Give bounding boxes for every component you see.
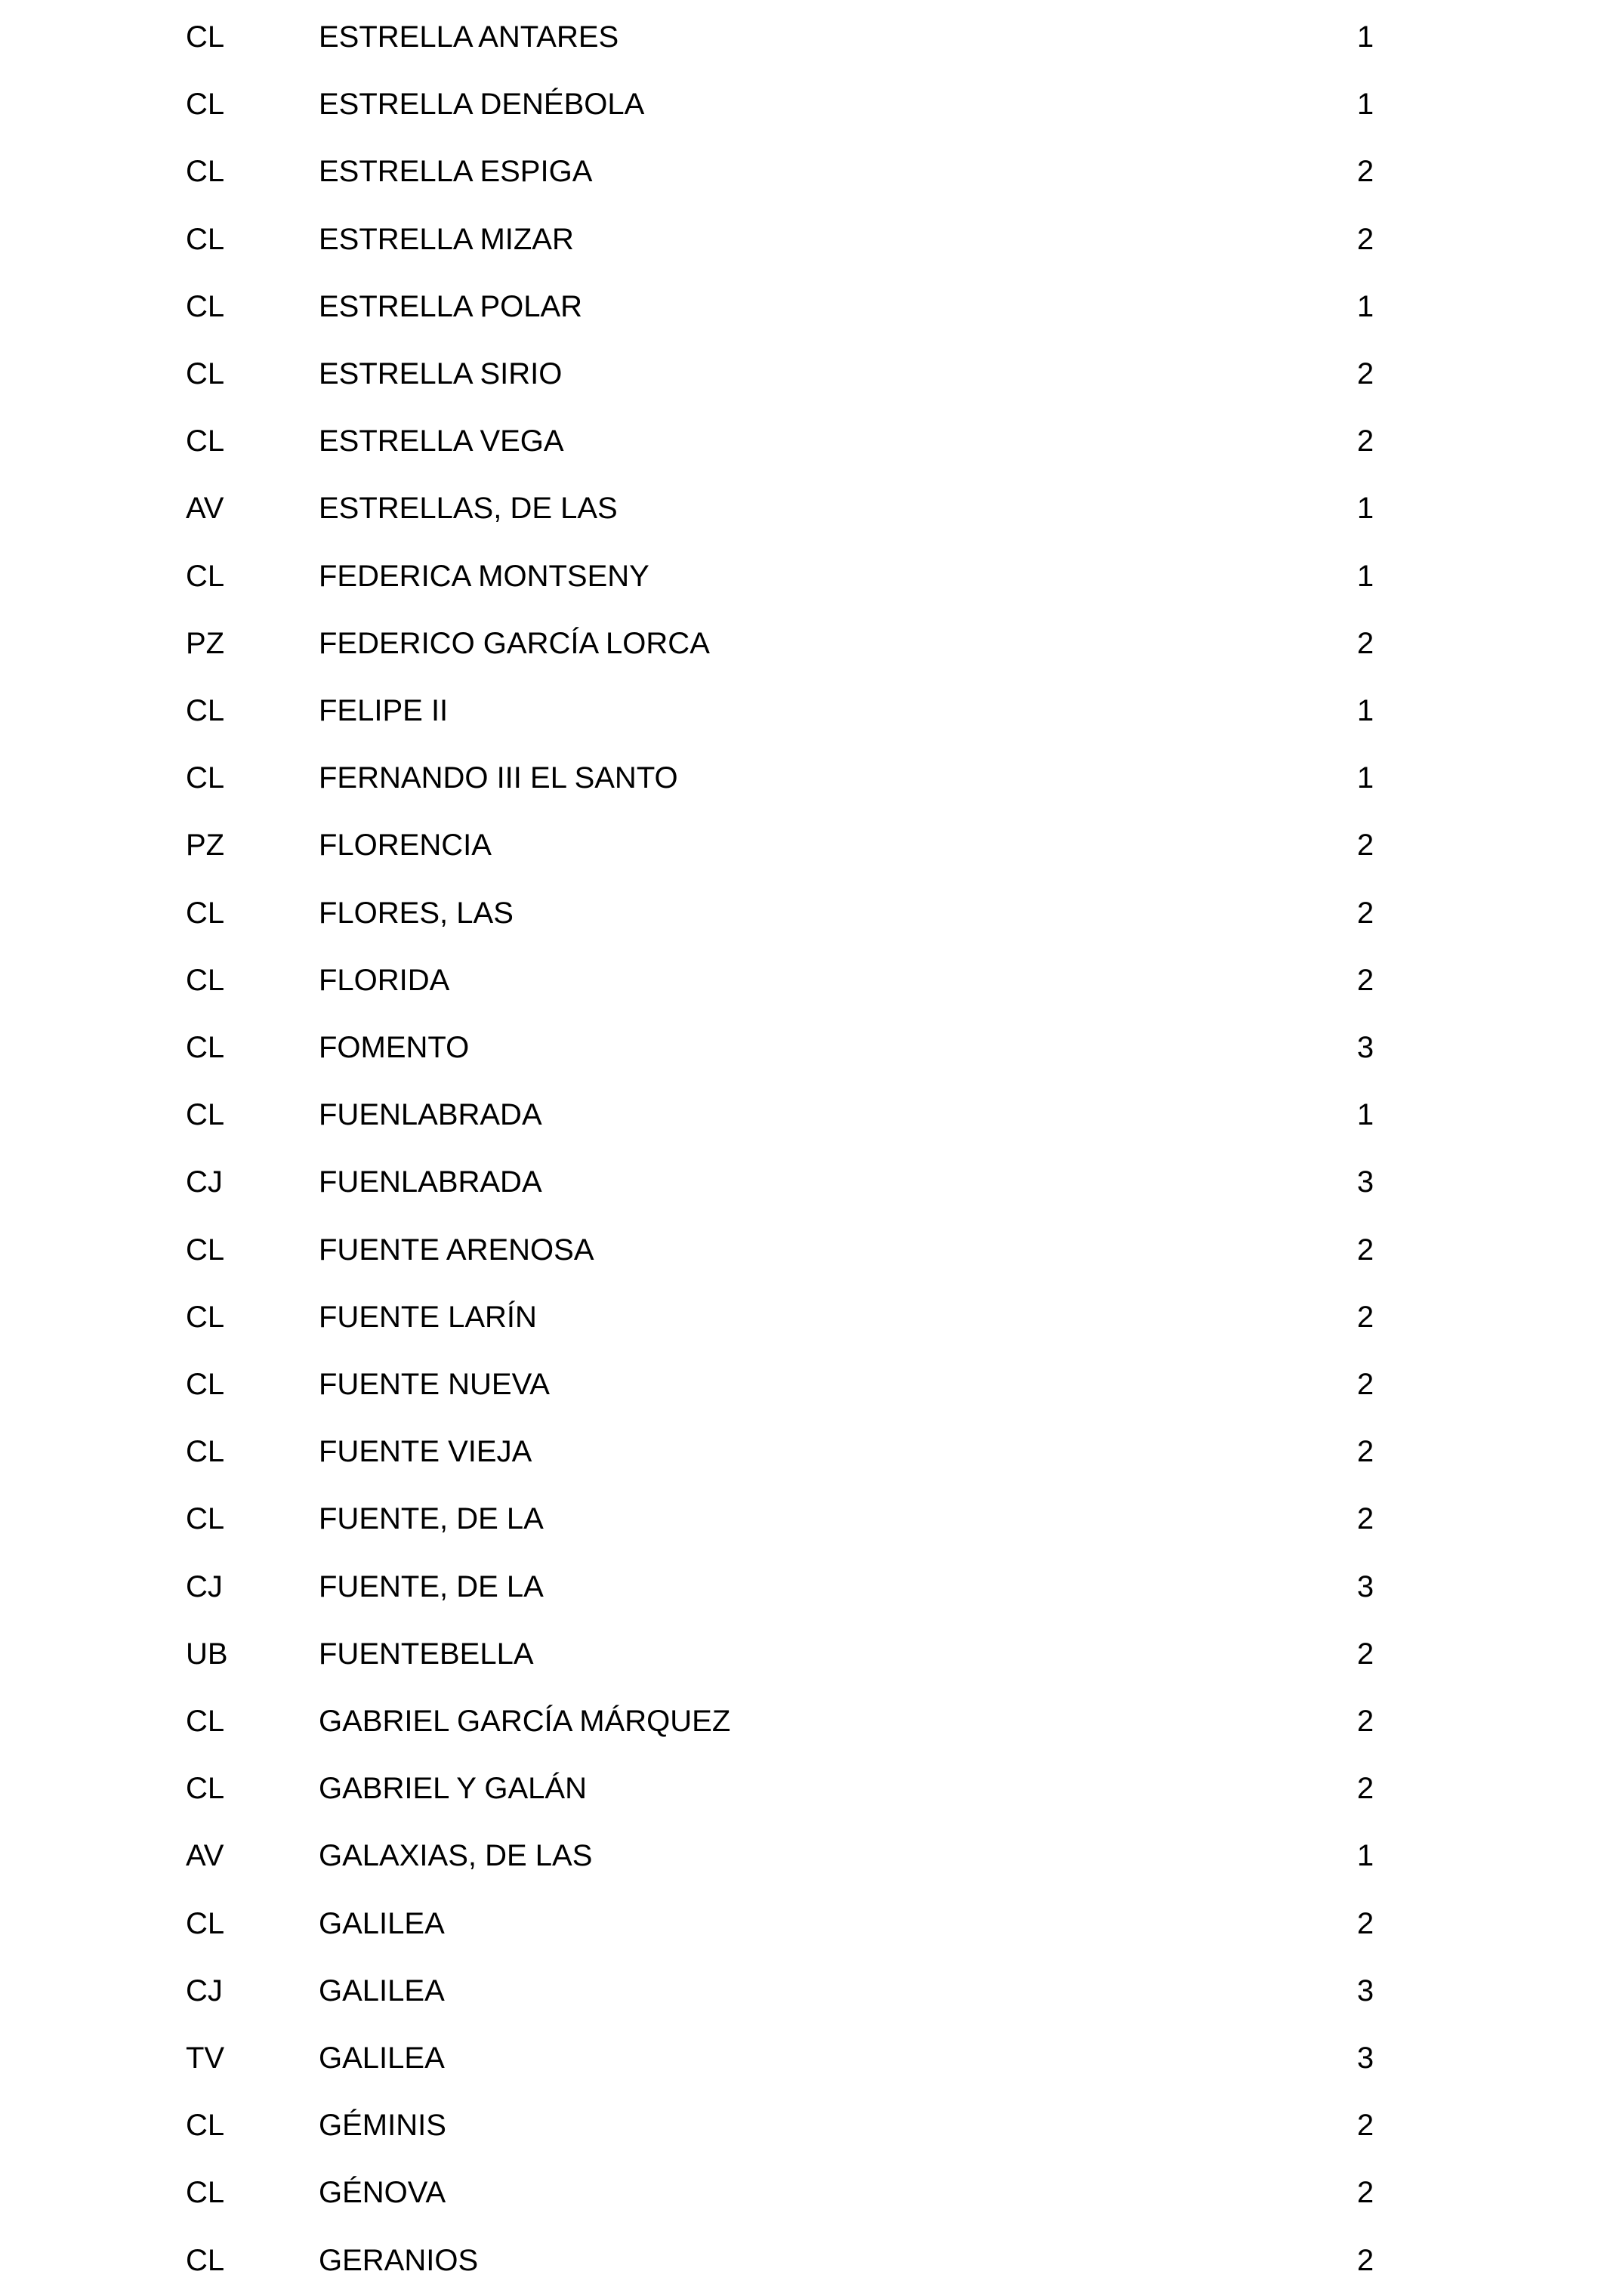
street-type: CL [186, 694, 225, 727]
street-name: ESTRELLA ANTARES [319, 20, 619, 54]
street-value: 2 [1356, 1435, 1374, 1469]
street-type: CL [186, 1368, 225, 1401]
street-type: CL [186, 424, 225, 458]
street-name: GÉMINIS [319, 2109, 446, 2143]
street-value: 3 [1356, 1569, 1374, 1603]
street-value: 1 [1356, 492, 1374, 526]
list-item [0, 688, 1598, 733]
street-value: 2 [1356, 2243, 1374, 2277]
street-name: FUENLABRADA [319, 1165, 542, 1199]
list-item [0, 755, 1598, 801]
street-type: CL [186, 1502, 225, 1536]
street-value: 2 [1356, 424, 1374, 458]
street-type: TV [186, 2041, 225, 2075]
list-item [0, 284, 1598, 329]
street-type: CL [186, 20, 225, 54]
street-value: 2 [1356, 1233, 1374, 1267]
street-value: 2 [1356, 896, 1374, 930]
street-name: GALILEA [319, 1974, 445, 2007]
list-item [0, 14, 1598, 60]
street-name: FLORENCIA [319, 829, 492, 863]
street-type: PZ [186, 626, 225, 660]
street-type: CL [186, 2176, 225, 2210]
street-value: 2 [1356, 1772, 1374, 1806]
street-name: ESTRELLA SIRIO [319, 357, 563, 390]
street-name: FUENTEBELLA [319, 1637, 534, 1671]
list-item [0, 958, 1598, 1003]
list-item [0, 486, 1598, 531]
street-type: CL [186, 559, 225, 593]
street-type: UB [186, 1637, 228, 1671]
street-name: GERANIOS [319, 2243, 479, 2277]
street-name: FUENTE NUEVA [319, 1368, 550, 1401]
street-name: FUENTE, DE LA [319, 1569, 544, 1603]
street-type: AV [186, 1839, 224, 1873]
street-name: FEDERICA MONTSENY [319, 559, 649, 593]
street-name: FOMENTO [319, 1031, 470, 1064]
street-type: CL [186, 1031, 225, 1064]
list-item [0, 418, 1598, 464]
street-value: 2 [1356, 222, 1374, 256]
street-type: CL [186, 2243, 225, 2277]
street-type: CL [186, 1098, 225, 1132]
street-name: GÉNOVA [319, 2176, 446, 2210]
street-name: GABRIEL Y GALÁN [319, 1772, 587, 1806]
list-item [0, 1699, 1598, 1744]
street-name: FLORES, LAS [319, 896, 514, 930]
street-type: CL [186, 289, 225, 323]
street-name: GALAXIAS, DE LAS [319, 1839, 593, 1873]
street-name: ESTRELLA ESPIGA [319, 155, 593, 189]
street-value: 2 [1356, 155, 1374, 189]
street-name: ESTRELLA MIZAR [319, 222, 574, 256]
street-type: CL [186, 896, 225, 930]
street-name: ESTRELLAS, DE LAS [319, 492, 618, 526]
list-item [0, 2170, 1598, 2215]
street-name: GABRIEL GARCÍA MÁRQUEZ [319, 1705, 731, 1738]
street-type: CL [186, 2109, 225, 2143]
list-item [0, 1429, 1598, 1474]
street-type: CL [186, 1300, 225, 1334]
street-value: 3 [1356, 1031, 1374, 1064]
street-type: CJ [186, 1165, 223, 1199]
street-type: CL [186, 1435, 225, 1469]
street-type: CJ [186, 1974, 223, 2007]
list-item [0, 1227, 1598, 1273]
street-type: CL [186, 88, 225, 122]
list-item [0, 217, 1598, 262]
list-item [0, 1968, 1598, 2014]
list-item [0, 1159, 1598, 1205]
list-item [0, 149, 1598, 194]
street-name: FUENTE, DE LA [319, 1502, 544, 1536]
list-item [0, 1564, 1598, 1609]
list-item [0, 1496, 1598, 1541]
street-type: CL [186, 1906, 225, 1940]
list-item [0, 2035, 1598, 2081]
street-name: FUENTE ARENOSA [319, 1233, 594, 1267]
street-name: ESTRELLA VEGA [319, 424, 564, 458]
list-item [0, 1025, 1598, 1070]
list-item [0, 1833, 1598, 1878]
street-name: FEDERICO GARCÍA LORCA [319, 626, 710, 660]
street-value: 2 [1356, 1705, 1374, 1738]
street-type: CL [186, 1772, 225, 1806]
street-value: 1 [1356, 20, 1374, 54]
list-item [0, 1901, 1598, 1946]
street-value: 2 [1356, 1368, 1374, 1401]
list-item [0, 351, 1598, 397]
street-type: CL [186, 155, 225, 189]
street-name: FUENTE VIEJA [319, 1435, 532, 1469]
street-value: 1 [1356, 694, 1374, 727]
street-name: FUENTE LARÍN [319, 1300, 537, 1334]
street-value: 1 [1356, 559, 1374, 593]
list-item [0, 1092, 1598, 1137]
list-item [0, 2103, 1598, 2148]
street-type: CL [186, 1233, 225, 1267]
street-type: CL [186, 761, 225, 795]
list-item [0, 1362, 1598, 1407]
street-value: 1 [1356, 1839, 1374, 1873]
street-name: GALILEA [319, 1906, 445, 1940]
street-type: AV [186, 492, 224, 526]
street-name: FLORIDA [319, 963, 450, 997]
street-type: CJ [186, 1569, 223, 1603]
street-name: ESTRELLA POLAR [319, 289, 583, 323]
street-type: CL [186, 222, 225, 256]
street-type: CL [186, 357, 225, 390]
street-value: 2 [1356, 829, 1374, 863]
street-value: 1 [1356, 1098, 1374, 1132]
street-value: 1 [1356, 88, 1374, 122]
street-type: CL [186, 1705, 225, 1738]
street-value: 3 [1356, 2041, 1374, 2075]
list-item [0, 1295, 1598, 1340]
street-name: FELIPE II [319, 694, 449, 727]
list-item [0, 2238, 1598, 2283]
street-name: ESTRELLA DENÉBOLA [319, 88, 645, 122]
street-value: 2 [1356, 2109, 1374, 2143]
list-item [0, 890, 1598, 936]
street-name: FERNANDO III EL SANTO [319, 761, 678, 795]
list-item [0, 1631, 1598, 1677]
street-value: 2 [1356, 1637, 1374, 1671]
street-value: 2 [1356, 357, 1374, 390]
list-item [0, 1766, 1598, 1811]
street-value: 1 [1356, 761, 1374, 795]
list-item [0, 554, 1598, 599]
street-type: PZ [186, 829, 225, 863]
street-value: 2 [1356, 1906, 1374, 1940]
street-value: 3 [1356, 1974, 1374, 2007]
street-name: FUENLABRADA [319, 1098, 542, 1132]
street-name: GALILEA [319, 2041, 445, 2075]
street-value: 2 [1356, 2176, 1374, 2210]
list-item [0, 822, 1598, 868]
street-value: 2 [1356, 1300, 1374, 1334]
street-value: 2 [1356, 626, 1374, 660]
street-value: 3 [1356, 1165, 1374, 1199]
street-value: 2 [1356, 1502, 1374, 1536]
street-value: 2 [1356, 963, 1374, 997]
list-item [0, 82, 1598, 127]
street-value: 1 [1356, 289, 1374, 323]
street-type: CL [186, 963, 225, 997]
list-item [0, 621, 1598, 666]
